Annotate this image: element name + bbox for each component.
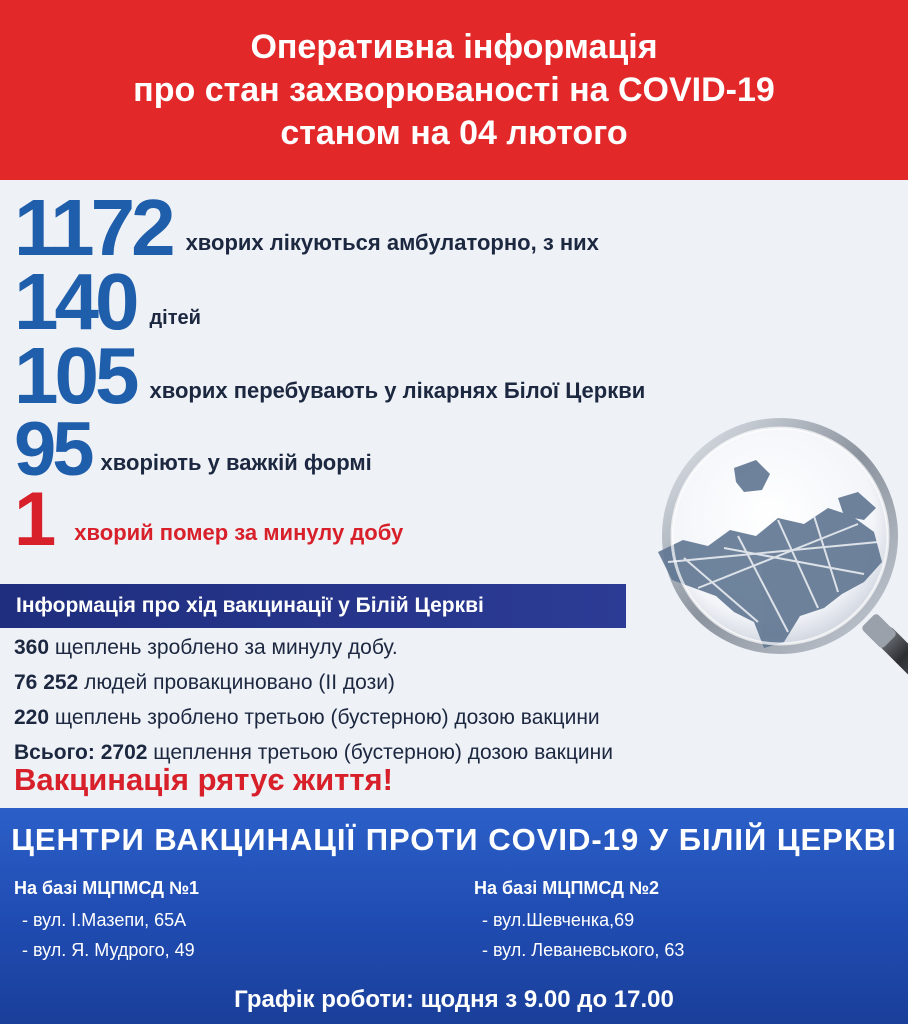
center-address: - вул. Я. Мудрого, 49 <box>22 940 195 960</box>
vaccination-value: 220 <box>14 706 50 729</box>
vaccination-title: Інформація про хід вакцинації у Білій Церкві <box>16 594 484 617</box>
stat-number: 140 <box>14 257 136 346</box>
stat-text: хворих лікуються амбулаторно, з них <box>185 230 599 255</box>
stat-text: хворих перебувають у лікарнях Білої Церкви <box>149 378 646 403</box>
work-schedule: Графік роботи: щодня з 9.00 до 17.00 <box>234 986 674 1013</box>
center-heading: На базі МЦПМСД №2 <box>474 878 660 898</box>
vaccination-text: щеплень зроблено за минулу добу. <box>49 636 398 659</box>
header-title-line1: Оперативна інформація <box>250 27 658 66</box>
stat-deaths <box>14 477 404 562</box>
vaccination-slogan: Вакцинація рятує життя! <box>14 762 393 797</box>
list-item <box>14 700 814 735</box>
header-title-line3: станом на 04 лютого <box>280 113 628 152</box>
centers-title: ЦЕНТРИ ВАКЦИНАЦІЇ ПРОТИ COVID-19 У БІЛІЙ ЦЕРКВІ <box>11 822 897 857</box>
center-address: - вул. І.Мазепи, 65А <box>22 910 187 930</box>
stat-number: 1 <box>14 477 53 562</box>
center-address: - вул. Леваневського, 63 <box>482 940 685 960</box>
vaccination-text: людей провакциновано (ІІ дози) <box>78 671 395 694</box>
vaccination-text: щеплення третьою (бустерною) дозою вакцини <box>147 741 613 764</box>
vaccination-centers-section <box>0 808 908 1024</box>
list-item <box>14 630 814 665</box>
stat-number: 95 <box>14 407 91 492</box>
stat-text: хворий помер за минулу добу <box>74 520 404 545</box>
vaccination-value: 76 252 <box>14 671 79 694</box>
center-column-1 <box>14 878 199 965</box>
stat-number: 105 <box>14 331 136 420</box>
center-address: - вул.Шевченка,69 <box>482 910 635 930</box>
header-banner <box>0 0 908 180</box>
vaccination-info-bar <box>0 584 626 628</box>
stat-hospitalized <box>14 331 646 420</box>
header-title-line2: про стан захворюваності на COVID-19 <box>133 70 775 109</box>
center-column-2 <box>474 878 684 965</box>
vaccination-value: Всього: 2702 <box>14 741 148 764</box>
stat-children <box>14 257 201 346</box>
stat-number: 1172 <box>14 183 172 272</box>
vaccination-list <box>14 630 814 770</box>
vaccination-value: 360 <box>14 636 50 659</box>
center-heading: На базі МЦПМСД №1 <box>14 878 200 898</box>
stat-text: дітей <box>149 307 201 329</box>
vaccination-text: щеплень зроблено третьою (бустерною) дозою вакцини <box>49 706 600 729</box>
stat-ambulatory <box>14 183 599 272</box>
stat-text: хворіють у важкій формі <box>100 450 372 475</box>
stat-severe <box>14 407 372 492</box>
list-item <box>14 665 814 700</box>
